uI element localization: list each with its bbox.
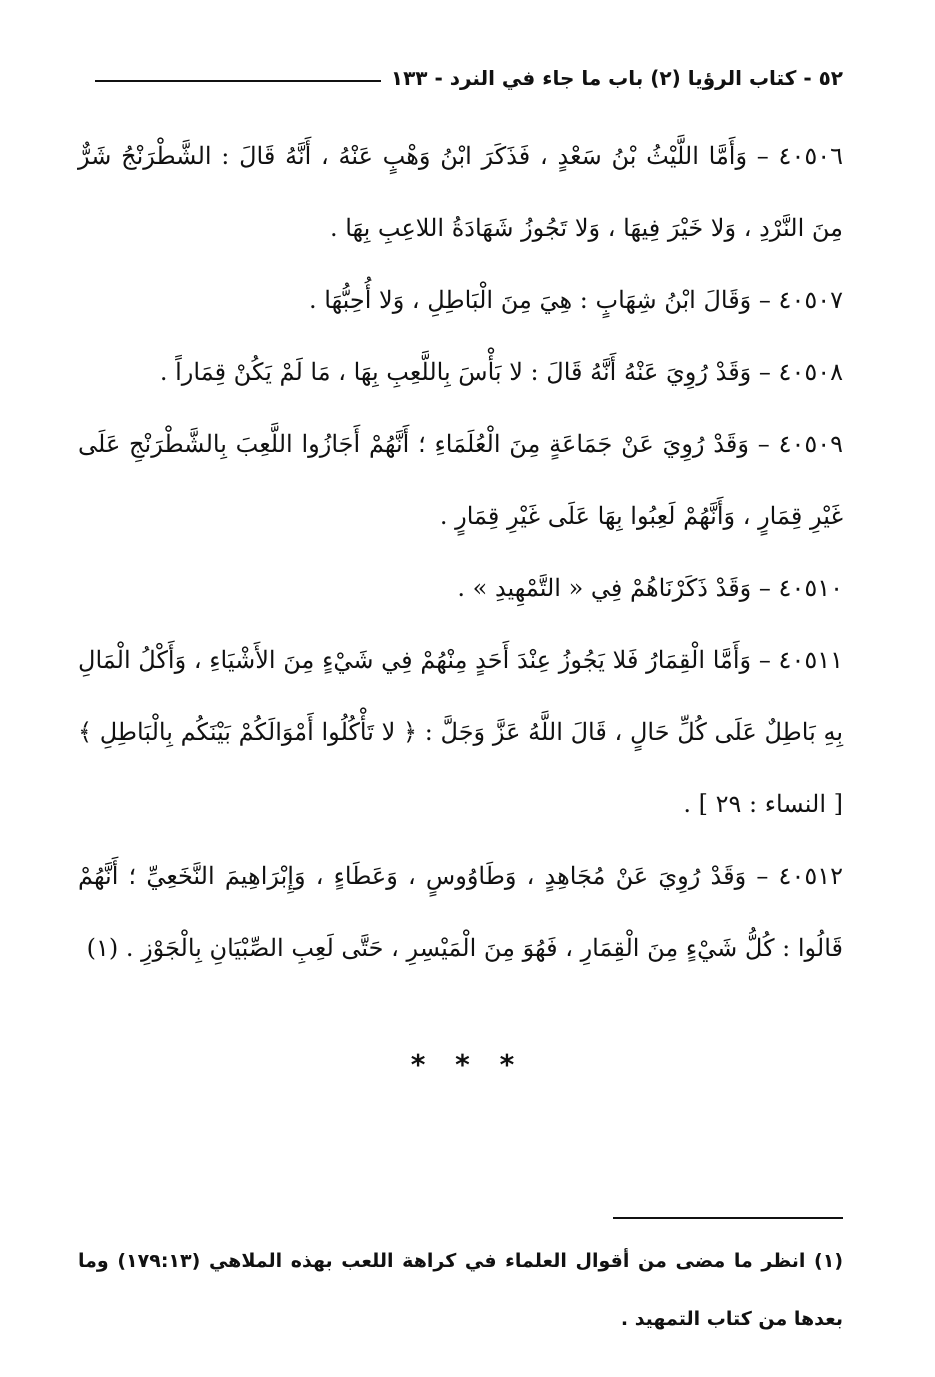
paragraph-40506: ٤٠٥٠٦ – وَأَمَّا اللَّيْثُ بْنُ سَعْدٍ ، فَذَكَرَ ابْنُ وَهْبٍ عَنْهُ ، أَنَّهُ قَالَ : الشَّطْرَنْجُ شَرٌّ مِنَ النَّرْدِ ، وَلا خَيْرَ فِيهَا ، وَلا تَجُوزُ شَهَادَةُ اللاعِبِ بِهَا . [78, 142, 843, 242]
paragraph-text: وَقَدْ رُوِيَ عَنْهُ أَنَّهُ قَالَ : لا بَأْسَ بِاللَّعِبِ بِهَا ، مَا لَمْ يَكُنْ قِمَاراً . [159, 358, 752, 386]
paragraph-number: ٤٠٥١٠ [778, 574, 843, 602]
section-separator: * * * [410, 1048, 525, 1081]
paragraph-number: ٤٠٥٠٧ [778, 286, 843, 314]
paragraph-number: ٤٠٥٠٩ [778, 430, 844, 458]
header-title: ٥٢ - كتاب الرؤيا (٢) باب ما جاء في النرد - ١٣٣ [390, 66, 843, 90]
paragraph-40507: ٤٠٥٠٧ – وَقَالَ ابْنُ شِهَابٍ : هِيَ مِنَ الْبَاطِلِ ، وَلا أُحِبُّهَا . [309, 286, 843, 314]
paragraph-text: وَقَدْ رُوِيَ عَنْ جَمَاعَةٍ مِنَ الْعُلَمَاءِ ؛ أَنَّهُمْ أَجَازُوا اللَّعِبَ بِالشَّطْرَنْجِ عَلَى غَيْرِ قِمَارٍ ، وَأَنَّهُمْ لَعِبُوا بِهَا عَلَى غَيْرِ قِمَارٍ . [78, 430, 843, 530]
footnote-rule [613, 1217, 843, 1219]
main-text [78, 120, 843, 984]
paragraph-40509: ٤٠٥٠٩ – وَقَدْ رُوِيَ عَنْ جَمَاعَةٍ مِنَ الْعُلَمَاءِ ؛ أَنَّهُمْ أَجَازُوا اللَّعِبَ بِالشَّطْرَنْجِ عَلَى غَيْرِ قِمَارٍ ، وَأَنَّهُمْ لَعِبُوا بِهَا عَلَى غَيْرِ قِمَارٍ . [78, 430, 844, 530]
paragraph-text: وَأَمَّا اللَّيْثُ بْنُ سَعْدٍ ، فَذَكَرَ ابْنُ وَهْبٍ عَنْهُ ، أَنَّهُ قَالَ : الشَّطْرَنْجُ شَرٌّ مِنَ النَّرْدِ ، وَلا خَيْرَ فِيهَا ، وَلا تَجُوزُ شَهَادَةُ اللاعِبِ بِهَا . [78, 142, 843, 242]
paragraph-40510: ٤٠٥١٠ – وَقَدْ ذَكَرْنَاهُمْ فِي « التَّمْهِيدِ » . [457, 574, 843, 602]
paragraph-40512: ٤٠٥١٢ – وَقَدْ رُوِيَ عَنْ مُجَاهِدٍ ، وَطَاوُوسٍ ، وَعَطَاءٍ ، وَإِبْرَاهِيمَ النَّخَعِيِّ ؛ أَنَّهُمْ قَالُوا : كُلُّ شَيْءٍ مِنَ الْقِمَارِ ، فَهُوَ مِنَ الْمَيْسِرِ ، حَتَّى لَعِبِ الصِّبْيَانِ بِالْجَوْزِ . (١) [78, 862, 843, 962]
paragraph-text: وَقَدْ ذَكَرْنَاهُمْ فِي « التَّمْهِيدِ » . [457, 574, 752, 602]
header-rule [95, 80, 381, 82]
paragraph-number: ٤٠٥١٢ [778, 862, 843, 890]
paragraph-40511: ٤٠٥١١ – وَأَمَّا الْقِمَارُ فَلا يَجُوزُ عِنْدَ أَحَدٍ مِنْهُمْ فِي شَيْءٍ مِنَ الأَشْيَاءِ ، وَأَكْلُ الْمَالِ بِهِ بَاطِلٌ عَلَى كُلِّ حَالٍ ، قَالَ اللَّهُ عَزَّ وَجَلَّ : ﴿ لا تَأْكُلُوا أَمْوَالَكُمْ بَيْنَكُم بِالْبَاطِلِ ﴾ [ النساء : ٢٩ ] . [78, 646, 843, 818]
paragraph-number: ٤٠٥٠٦ [778, 142, 843, 170]
paragraph-number: ٤٠٥١١ [778, 646, 843, 674]
paragraph-40508: ٤٠٥٠٨ – وَقَدْ رُوِيَ عَنْهُ أَنَّهُ قَالَ : لا بَأْسَ بِاللَّعِبِ بِهَا ، مَا لَمْ يَكُنْ قِمَاراً . [159, 358, 843, 386]
paragraph-text: وَأَمَّا الْقِمَارُ فَلا يَجُوزُ عِنْدَ أَحَدٍ مِنْهُمْ فِي شَيْءٍ مِنَ الأَشْيَاءِ ، وَأَكْلُ الْمَالِ بِهِ بَاطِلٌ عَلَى كُلِّ حَالٍ ، قَالَ اللَّهُ عَزَّ وَجَلَّ : ﴿ لا تَأْكُلُوا أَمْوَالَكُمْ بَيْنَكُم بِالْبَاطِلِ ﴾ [ النساء : ٢٩ ] . [78, 646, 843, 818]
paragraph-text: وَقَدْ رُوِيَ عَنْ مُجَاهِدٍ ، وَطَاوُوسٍ ، وَعَطَاءٍ ، وَإِبْرَاهِيمَ النَّخَعِيِّ ؛ أَنَّهُمْ قَالُوا : كُلُّ شَيْءٍ مِنَ الْقِمَارِ ، فَهُوَ مِنَ الْمَيْسِرِ ، حَتَّى لَعِبِ الصِّبْيَانِ بِالْجَوْزِ . (١) [78, 862, 843, 962]
paragraph-number: ٤٠٥٠٨ [778, 358, 843, 386]
running-header [95, 58, 843, 98]
paragraph-text: وَقَالَ ابْنُ شِهَابٍ : هِيَ مِنَ الْبَاطِلِ ، وَلا أُحِبُّهَا . [309, 286, 752, 314]
footnote: (١) انظر ما مضى من أقوال العلماء في كراهة اللعب بهذه الملاهي (١٧٩:١٣) وما بعدها من كتاب التمهيد . [78, 1250, 843, 1330]
